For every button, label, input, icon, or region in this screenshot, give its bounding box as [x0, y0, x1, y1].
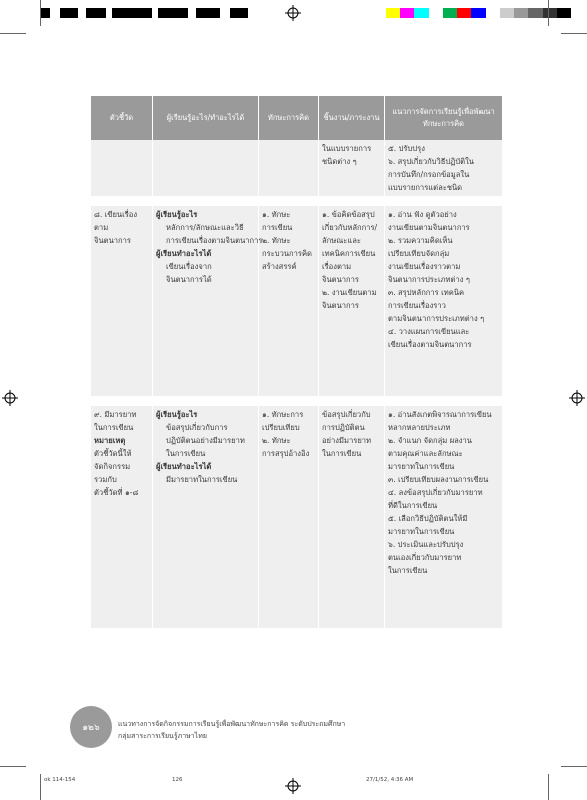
crop-mark	[0, 766, 26, 767]
table-cell	[91, 206, 153, 396]
crop-mark	[548, 0, 549, 26]
table-cell	[259, 140, 319, 196]
cell-line: การปฏิบัติตน	[322, 423, 365, 432]
page-number-badge: ๑๒๖	[70, 706, 112, 748]
cell-line: ๓. สรุปหลักการ เทคนิค	[388, 288, 465, 297]
cell-line: หลักการ/ลักษณะและวิธี	[166, 223, 244, 232]
cell-line: งานเขียนเรื่องราวตาม	[388, 262, 461, 271]
cell-line: ๘. เขียนเรื่อง	[94, 210, 138, 219]
cell-line: ๑. ทักษะ	[262, 210, 291, 219]
row-spacer-cell	[91, 396, 503, 406]
cell-line: เกี่ยวกับหลักการ/	[322, 223, 378, 232]
cell-line: เปรียบเทียบ	[262, 423, 300, 432]
cell-line: ๕. ปรับปรุง	[388, 144, 425, 153]
table-header-row	[91, 96, 503, 140]
cell-line: เรื่องตาม	[322, 262, 352, 271]
table-cell	[153, 406, 259, 628]
cell-line: เทคนิคการเขียน	[322, 249, 376, 258]
cell-line: ตามจินตนาการประเภทต่าง ๆ	[388, 314, 485, 323]
crop-mark	[561, 33, 587, 34]
cell-line: ตัวชี้วัดที่ ๑-๘	[94, 488, 139, 497]
cell-line: ในแบบรายการ	[322, 144, 372, 153]
cell-line: จินตนาการ	[322, 301, 359, 310]
table-cell	[91, 140, 153, 196]
cell-line: ชนิดต่าง ๆ	[322, 157, 357, 166]
cell-line: รวมกับ	[94, 475, 117, 484]
header-work-task: ชิ้นงาน/ภาระงาน	[319, 96, 385, 140]
cell-line: หมายเหตุ	[94, 436, 126, 445]
cell-line: ตาม	[94, 223, 109, 232]
slug-file: ok 114-154	[44, 777, 76, 783]
cell-line: หลากหลายประเภท	[388, 423, 451, 432]
cell-line: ๔. วางแผนการเขียนและ	[388, 327, 470, 336]
crop-mark	[40, 0, 41, 26]
cell-line: การเขียนเรื่องตามจินตนาการ	[166, 236, 263, 245]
cell-line: ผู้เรียนรู้อะไร	[156, 410, 198, 419]
cell-line: ตนเองเกี่ยวกับมารยาท	[388, 553, 462, 562]
cell-line: ๑. ข้อคิดข้อสรุป	[322, 210, 375, 219]
table-cell	[385, 406, 503, 628]
table-cell	[259, 406, 319, 628]
cell-line: ในการเขียน	[322, 449, 362, 458]
cell-line: ๑. ทักษะการ	[262, 410, 304, 419]
cell-line: ตามคุณค่าและลักษณะ	[388, 449, 463, 458]
table-cell	[259, 206, 319, 396]
cell-line: ผู้เรียนรู้อะไร	[156, 210, 198, 219]
cell-line: ในการเขียน	[94, 423, 134, 432]
cell-line: จินตนาการได้	[166, 275, 212, 284]
cell-line: ๒. ทักษะ	[262, 236, 291, 245]
header-learning-approach: แนวการจัดการเรียนรู้เพื่อพัฒนาทักษะการคิด	[385, 96, 503, 140]
registration-mark-icon	[2, 390, 18, 406]
cell-line: มารยาทในการเขียน	[388, 462, 455, 471]
cell-line: มีมารยาทในการเขียน	[166, 475, 238, 484]
header-learn-do: ผู้เรียนรู้อะไร/ทำอะไรได้	[153, 96, 259, 140]
cell-line: มารยาทในการเขียน	[388, 527, 455, 536]
cell-line: ๓. เปรียบเทียบผลงานการเขียน	[388, 475, 489, 484]
table-cell	[385, 140, 503, 196]
cell-line: ผู้เรียนทำอะไรได้	[156, 462, 212, 471]
crop-mark	[548, 774, 549, 800]
cell-line: ๒. ทักษะ	[262, 436, 291, 445]
cell-line: ลักษณะและ	[322, 236, 362, 245]
cell-line: ๙. มีมารยาท	[94, 410, 137, 419]
cell-line: กระบวนการคิด	[262, 249, 312, 258]
row-spacer	[91, 196, 503, 206]
cell-line: เปรียบเทียบจัดกลุ่ม	[388, 249, 450, 258]
crop-mark	[0, 33, 26, 34]
footer-title: แนวทางการจัดกิจกรรมการเรียนรู้เพื่อพัฒนาทักษะการคิด ระดับประถมศึกษา	[118, 720, 346, 728]
printer-color-bar	[386, 8, 571, 18]
cell-line: ในการเขียน	[388, 566, 428, 575]
table-cell	[385, 206, 503, 396]
registration-mark-icon	[285, 778, 301, 794]
row-spacer-cell	[91, 196, 503, 206]
slug-timestamp: 27/1/52, 4:36 AM	[366, 777, 414, 783]
cell-line: ตัวชี้วัดนี้ให้	[94, 449, 132, 458]
cell-line: จินตนาการประเภทต่าง ๆ	[388, 275, 470, 284]
header-indicator: ตัวชี้วัด	[91, 96, 153, 140]
table-cell	[153, 140, 259, 196]
cell-line: ผู้เรียนทำอะไรได้	[156, 249, 212, 258]
table-cell	[319, 140, 385, 196]
cell-line: ๒. รวมความคิดเห็น	[388, 236, 453, 245]
cell-line: ๒. งานเขียนตาม	[322, 288, 377, 297]
footer-text	[118, 718, 345, 742]
cell-line: ข้อสรุปเกี่ยวกับการ	[166, 423, 228, 432]
registration-mark-icon	[285, 5, 301, 21]
row-spacer	[91, 396, 503, 406]
cell-line: การเขียนเรื่องราว	[388, 301, 446, 310]
table-row	[91, 140, 503, 196]
cell-line: สร้างสรรค์	[262, 262, 297, 271]
cell-line: จินตนาการ	[322, 275, 359, 284]
crop-mark	[561, 766, 587, 767]
table-cell	[319, 206, 385, 396]
cell-line: ๖. สรุปเกี่ยวกับวิธีปฏิบัติใน	[388, 157, 474, 166]
table-row	[91, 206, 503, 396]
cell-line: ในการเขียน	[166, 449, 206, 458]
cell-line: การสรุปอ้างอิง	[262, 449, 310, 458]
cell-line: การบันทึก/กรอกข้อมูลใน	[388, 170, 470, 179]
cell-line: แบบรายการแต่ละชนิด	[388, 183, 463, 192]
crop-mark	[40, 774, 41, 800]
table-cell	[153, 206, 263, 396]
cell-line: เขียนเรื่องตามจินตนาการ	[388, 340, 472, 349]
cell-line: ๖. ประเมินและปรับปรุง	[388, 540, 464, 549]
header-thinking-skill: ทักษะการคิด	[259, 96, 319, 140]
cell-line: จินตนาการ	[94, 236, 131, 245]
cell-line: ที่ดีในการเขียน	[388, 501, 438, 510]
cell-line: ๔. ลงข้อสรุปเกี่ยวกับมารยาท	[388, 488, 483, 497]
cell-line: ๑. อ่าน ฟัง ดูตัวอย่าง	[388, 210, 457, 219]
cell-line: ๒. จำแนก จัดกลุ่ม ผลงาน	[388, 436, 472, 445]
cell-line: ข้อสรุปเกี่ยวกับ	[322, 410, 371, 419]
registration-mark-icon	[569, 390, 585, 406]
cell-line: เขียนเรื่องจาก	[166, 262, 212, 271]
table-cell	[319, 406, 385, 628]
learning-table	[90, 96, 502, 628]
cell-line: งานเขียนตามจินตนาการ	[388, 223, 470, 232]
table-cell	[91, 406, 153, 628]
slug-page: 126	[172, 777, 183, 783]
footer-subject: กลุ่มสาระการเรียนรู้ภาษาไทย	[118, 732, 207, 740]
cell-line: ปฏิบัติตนอย่างมีมารยาท	[166, 436, 245, 445]
cell-line: การเขียน	[262, 223, 293, 232]
cell-line: จัดกิจกรรม	[94, 462, 131, 471]
cell-line: ๑. อ่านสังเกตพิจารณาการเขียน	[388, 410, 492, 419]
table-row	[91, 406, 503, 628]
cell-line: ๕. เลือกวิธีปฏิบัติตนให้มี	[388, 514, 468, 523]
cell-line: อย่างมีมารยาท	[322, 436, 372, 445]
